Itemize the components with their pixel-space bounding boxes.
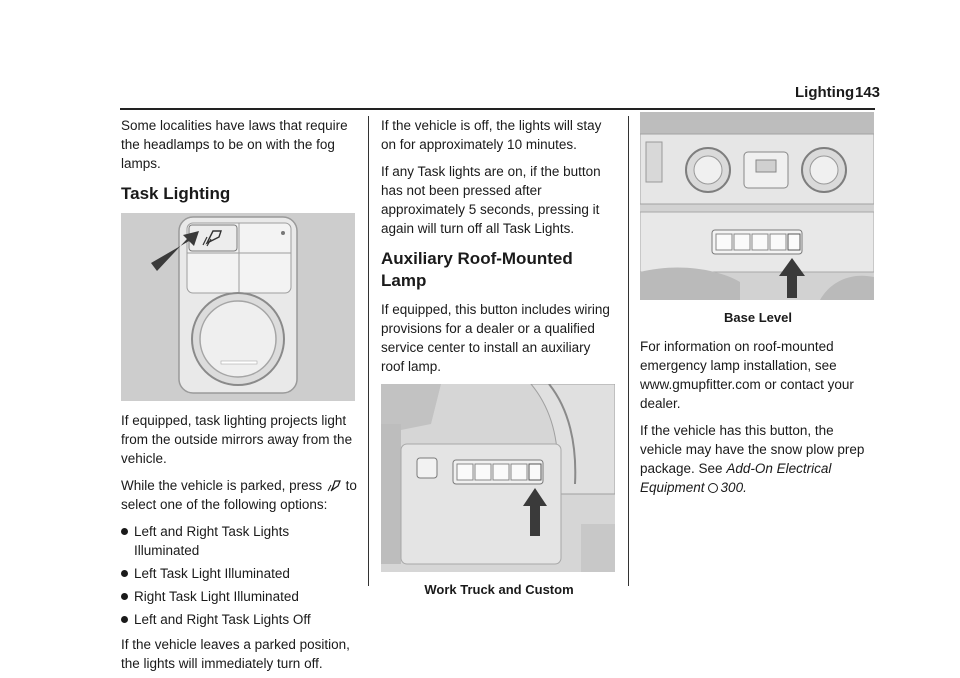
task-light-icon: [326, 478, 342, 492]
task-lighting-heading: Task Lighting: [121, 184, 231, 203]
page-number: 143: [855, 84, 881, 101]
bullet-icon: [121, 570, 128, 577]
intro-paragraph: Some localities have laws that require the headlamps to be on with the fog lamps.: [121, 118, 348, 171]
column-divider: [628, 116, 629, 586]
base-level-illustration: [640, 112, 874, 300]
column-1: [121, 116, 357, 678]
bullet-icon: [121, 593, 128, 600]
option-item: Left and Right Task Lights Illuminated: [121, 522, 357, 560]
task-light-options: [121, 522, 357, 629]
task-lighting-description: If equipped, task lighting projects light from the outside mirrors away from the vehicle.: [121, 413, 353, 466]
option-item: Left Task Light Illuminated: [121, 564, 357, 583]
bullet-icon: [121, 528, 128, 535]
press-instruction-start: While the vehicle is parked, press: [121, 478, 323, 493]
page-ref-icon: [708, 483, 718, 493]
press-instruction-end: to select one of the following options:: [121, 478, 357, 512]
work-truck-figure: [381, 384, 615, 572]
work-truck-illustration: [381, 384, 615, 572]
column-2: [381, 116, 617, 609]
work-truck-caption: Work Truck and Custom: [424, 582, 574, 597]
emergency-lamp-paragraph: For information on roof-mounted emergency lamp installation, see www.gmupfitter.com or contact your dealer.: [640, 339, 854, 411]
switch-bank: [712, 230, 802, 254]
switch-bank: [453, 460, 543, 484]
task-lighting-illustration: [121, 213, 355, 401]
base-level-caption: Base Level: [724, 310, 792, 325]
bullet-icon: [121, 616, 128, 623]
lights-duration-paragraph: If the vehicle is off, the lights will stay on for approximately 10 minutes.: [381, 118, 602, 152]
base-level-figure: [640, 112, 874, 300]
column-3: [640, 116, 876, 505]
press-instruction: [121, 476, 357, 514]
option-item: Right Task Light Illuminated: [121, 587, 357, 606]
parked-position-note: If the vehicle leaves a parked position, the lights will immediately turn off.: [121, 637, 350, 671]
column-divider: [368, 116, 369, 586]
section-title: Lighting: [795, 84, 855, 101]
xref-page-number[interactable]: 300: [720, 480, 744, 495]
header-rule: [120, 108, 875, 110]
snow-plow-paragraph: If the vehicle has this button, the vehicle may have the snow plow prep package. See Add-On Electrical Equipment 300.: [640, 423, 865, 495]
option-item: Left and Right Task Lights Off: [121, 610, 357, 629]
auxiliary-roof-lamp-description: If equipped, this button includes wiring provisions for a dealer or a qualified service center to install an auxiliary roof lamp.: [381, 302, 610, 374]
task-lighting-figure: [121, 213, 355, 401]
lights-off-paragraph: If any Task lights are on, if the button has not been pressed after approximately 5 seconds, pressing it again will turn off all Task Lights.: [381, 164, 601, 236]
page-header: [0, 84, 960, 106]
add-on-electrical-link[interactable]: Add-On Electrical Equipment: [640, 461, 832, 495]
auxiliary-roof-lamp-heading: Auxiliary Roof-Mounted Lamp: [381, 249, 573, 290]
